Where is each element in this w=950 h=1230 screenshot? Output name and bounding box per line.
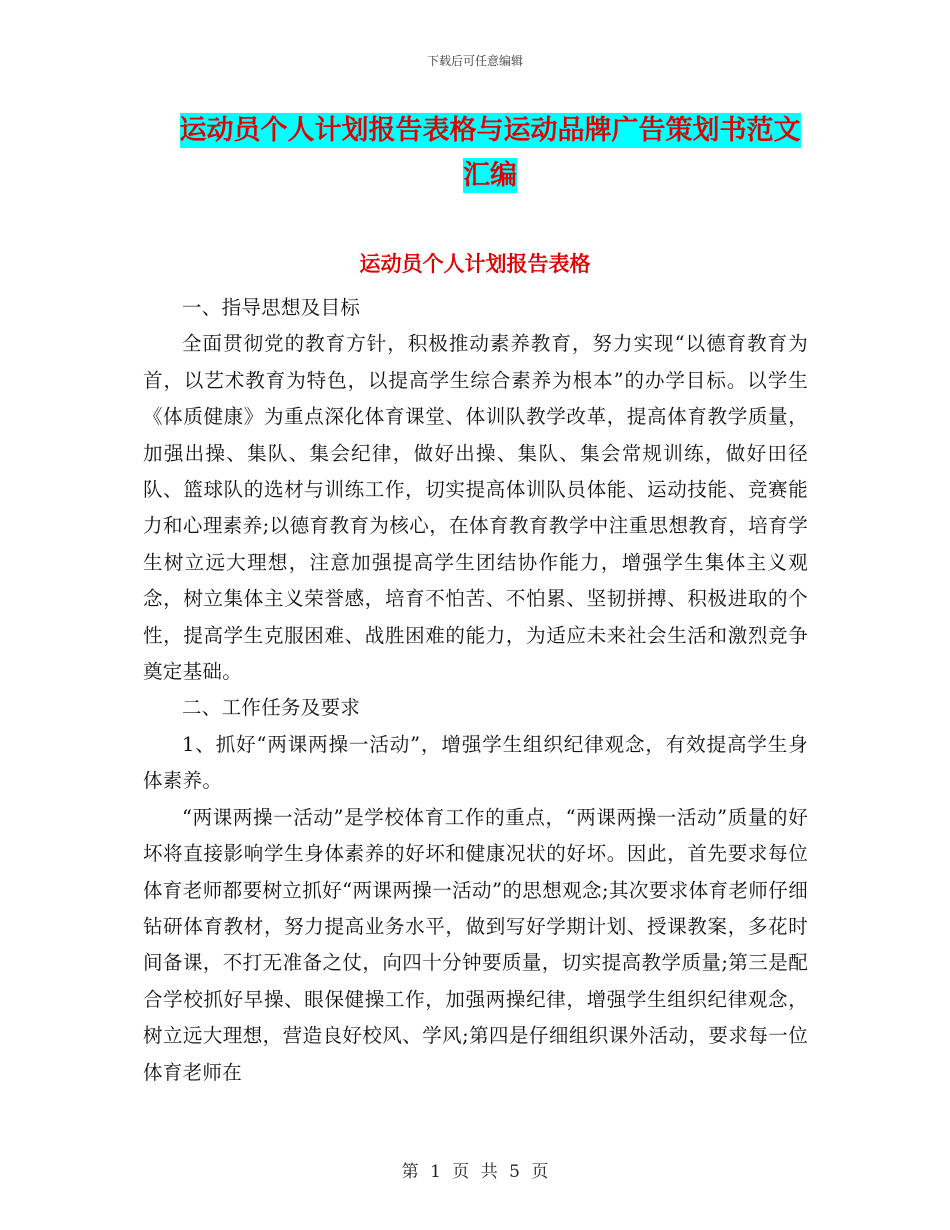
current-page-number: 1	[430, 1162, 441, 1182]
footer-word-total: 共	[480, 1162, 498, 1182]
paragraph-task-1: 1、抓好“两课两操一活动”，增强学生组织纪律观念，有效提高学生身体素养。	[143, 732, 808, 793]
page-footer	[0, 1157, 950, 1182]
paragraph-goals: 全面贯彻党的教育方针，积极推动素养教育，努力实现“以德育教育为首，以艺术教育为特色，以提高学生综合素养为根本”的办学目标。以学生《体质健康》为重点深化体育课堂、体训队教学改革，提高体育教学质量，加强出操、集队、集会纪律，做好出操、集队、集会常规训练，做好田径队、篮球队的选材与训练工作，切实提高体训队员体能、运动技能、竞赛能力和心理素养;以德育教育为核心，在体育教育教学中注重思想教育，培育学生树立远大理想，注意加强提高学生团结协作能力，增强学生集体主义观念，树立集体主义荣誉感，培育不怕苦、不怕累、坚韧拼搏、积极进取的个性，提高学生克服困难、战胜困难的能力，为适应未来社会生活和激烈竞争奠定基础。	[143, 332, 808, 684]
section-title: 运动员个人计划报告表格	[359, 251, 591, 276]
footer-word-ye-2: 页	[531, 1162, 549, 1182]
footer-word-ye: 页	[452, 1162, 470, 1182]
document-title	[150, 108, 830, 198]
paragraph-task-1-detail: “两课两操一活动”是学校体育工作的重点，“两课两操一活动”质量的好坏将直接影响学生身体素养的好坏和健康况状的好坏。因此，首先要求每位体育老师都要树立抓好“两课两操一活动”的思想观念;其次要求体育老师仔细钻研体育教材，努力提高业务水平，做到写好学期计划、授课教案，多花时间备课，不打无准备之仗，向四十分钟要质量，切实提高教学质量;第三是配合学校抓好早操、眼保健操工作，加强两操纪律，增强学生组织纪律观念，树立远大理想，营造良好校风、学风;第四是仔细组织课外活动，要求每一位体育老师在	[143, 805, 808, 1084]
total-pages-number: 5	[509, 1162, 520, 1182]
document-body	[143, 290, 808, 1091]
title-line-2: 汇编	[463, 160, 517, 191]
heading-tasks: 二、工作任务及要求	[182, 696, 361, 720]
title-line-1: 运动员个人计划报告表格与运动品牌广告策划书范文	[179, 115, 801, 146]
footer-word-page: 第	[401, 1162, 419, 1182]
header-note: 下载后可任意编辑	[426, 54, 523, 68]
heading-guiding-ideology: 一、指导思想及目标	[182, 296, 361, 319]
